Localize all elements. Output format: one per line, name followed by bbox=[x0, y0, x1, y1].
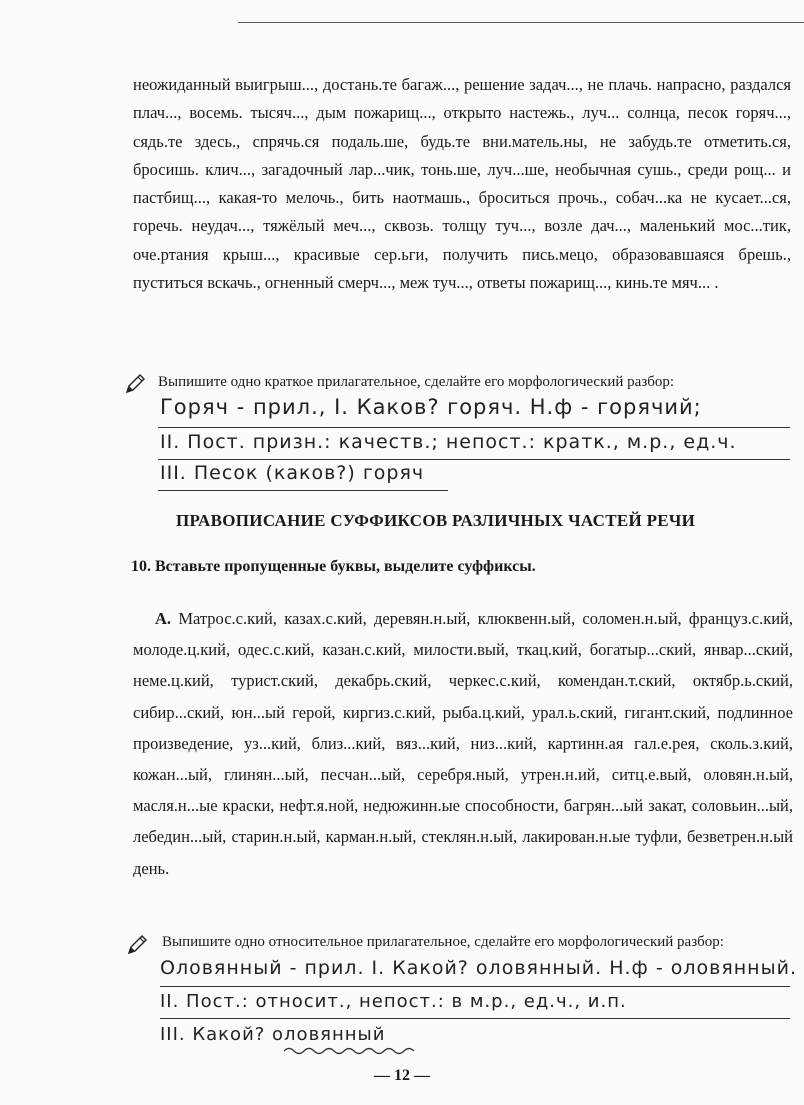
exercise-text-2 bbox=[133, 603, 793, 884]
handwriting-line-2: II. Пост. призн.: качеств.; непост.: кратк., м.р., ед.ч. bbox=[160, 431, 737, 453]
wavy-underline bbox=[284, 1046, 414, 1056]
answer-rule-1 bbox=[158, 427, 790, 428]
handwriting-line-6: III. Какой? оловянный bbox=[160, 1024, 386, 1045]
exercise-text-1: неожиданный выигрыш..., достань.те багаж..., решение задач..., не плачь. напрасно, раздался плач..., восемь. тысяч..., дым пожарищ..., открыто настежь., луч... солнца, песок горяч..., сядь.те здесь., спрячь.ся подаль.ше, будь.те вни.матель.ны, не забудь.те отметить.ся, бросишь. клич..., загадочный лар...чик, тонь.ше, луч...ше, необычная сушь., среди рощ... и пастбищ..., какая-то мелочь., бить наотмашь., броситься прочь., собач...ка не кусает...ся, горечь. неудач..., тяжёлый меч..., сквозь. толщу туч..., возле дач..., маленький мос...тик, оче.ртания крыш..., красивые сер.ьги, получить пись.мецо, образовавшаяся брешь., пуститься вскачь., огненный смерч..., меж туч..., ответы пожарищ..., кинь.те мяч... . bbox=[133, 75, 791, 293]
answer-rule-2 bbox=[158, 459, 790, 460]
exercise-title: 10. Вставьте пропущенные буквы, выделите суффиксы. bbox=[131, 558, 536, 575]
task-instruction-1: Выпишите одно краткое прилагательное, сделайте его морфологический разбор: bbox=[158, 374, 675, 390]
answer-rule-4 bbox=[160, 986, 790, 987]
handwriting-line-1: Горяч - прил., I. Каков? горяч. Н.ф - горячий; bbox=[160, 395, 702, 419]
answer-rule-5 bbox=[160, 1018, 790, 1019]
handwriting-line-3: III. Песок (каков?) горяч bbox=[160, 462, 425, 484]
exercise-body: Матрос.с.кий, казах.с.кий, деревян.н.ый, клюквенн.ый, соломен.н.ый, француз.с.кий, молоде.ц.кий, одес.с.кий, казан.с.кий, милости.вый, ткац.кий, богатыр...ский, январ...ский, неме.ц.кий, турист.ский, декабрь.ский, черкес.с.кий, комендан.т.ский, октябр.ь.ский, сибир...ский, юн...ый герой, киргиз.с.кий, рыба.ц.кий, урал.ь.ский, гигант.ский, подлинное произведение, уз...кий, близ...кий, вяз...кий, низ...кий, картинн.ая гал.е.рея, сколь.з.кий, кожан...ый, глинян...ый, песчан...ый, серебря.ный, утрен.н.ий, ситц.е.вый, оловян.н.ый, масля.н...ые краски, нефт.я.ной, недюжинн.ые способности, багрян...ый закат, соловьин...ый, лебедин...ый, старин.н.ый, карман.н.ый, стеклян.н.ый, лакирован.н.ые туфли, безветрен.н.ый день. bbox=[133, 609, 793, 878]
answer-rule-3 bbox=[158, 490, 448, 491]
pencil-icon bbox=[124, 373, 146, 395]
handwriting-line-4: Оловянный - прил. I. Какой? оловянный. Н.ф - оловянный. bbox=[160, 957, 797, 979]
page-number: — 12 — bbox=[374, 1067, 430, 1084]
exercise-lead: А. bbox=[155, 609, 172, 628]
section-heading: ПРАВОПИСАНИЕ СУФФИКСОВ РАЗЛИЧНЫХ ЧАСТЕЙ РЕЧИ bbox=[176, 511, 696, 530]
top-rule bbox=[238, 22, 804, 23]
handwriting-line-5: II. Пост.: относит., непост.: в м.р., ед.ч., и.п. bbox=[160, 991, 627, 1012]
task-instruction-2: Выпишите одно относительное прилагательное, сделайте его морфологический разбор: bbox=[162, 934, 724, 950]
pencil-icon-2 bbox=[126, 934, 148, 956]
